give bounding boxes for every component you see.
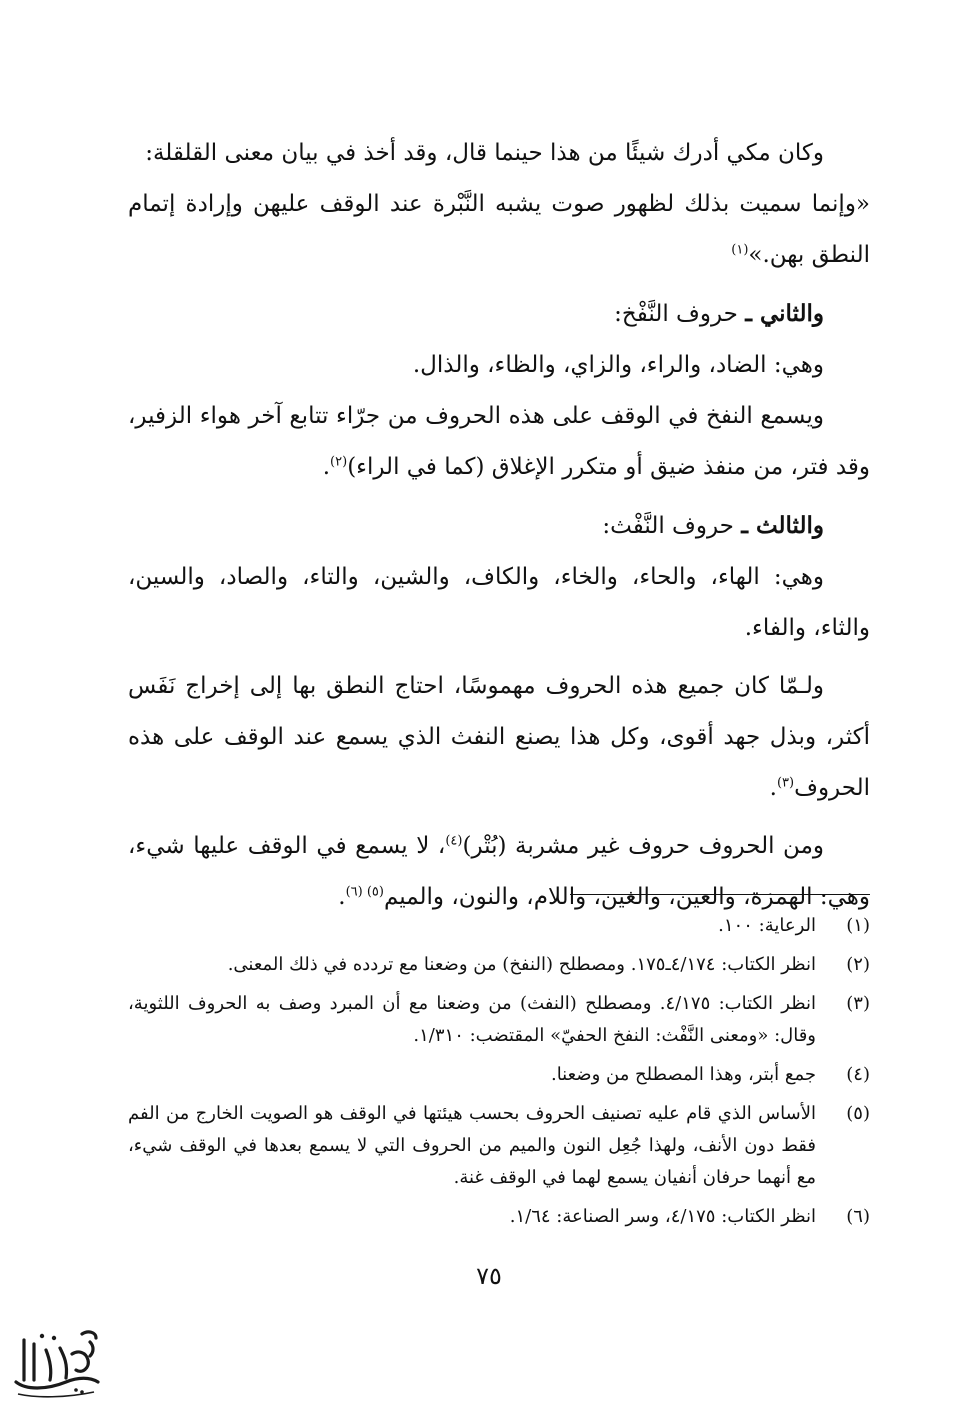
footnote-1 bbox=[128, 910, 870, 942]
footnote-4 bbox=[128, 1059, 870, 1091]
paragraph-1 bbox=[128, 128, 870, 179]
paragraph-4: وهي: الهاء، والحاء، والخاء، والكاف، والشين، والتاء، والصاد، والسين، والثاء، والفاء. bbox=[128, 564, 870, 641]
footnote-text: الأساس الذي قام عليه تصنيف الحروف بحسب هيئتها في الوقف هو الصويت الخارج من الفم فقط دون الأنف، ولهذا جُعِل النون والميم من الحروف التي لا يسمع بعدها في الوقف شيء، مع أنهما حرفان أنفيان يسمع لهما في الوقف غنة. bbox=[128, 1103, 816, 1188]
paragraph-3-text: ويسمع النفخ في الوقف على هذه الحروف من جرّاء تتابع آخر هواء الزفير، وقد فتر، من منفذ ضيق أو متكرر الإغلاق (كما في الراء) bbox=[128, 403, 870, 480]
footnote-ref-5-6[interactable]: (٥) (٦) bbox=[345, 884, 384, 900]
footnote-text: انظر الكتاب: ٤/١٧٥، وسر الصناعة: ١/٦٤. bbox=[509, 1206, 816, 1227]
footnote-6 bbox=[128, 1201, 870, 1233]
footnotes bbox=[128, 910, 870, 1240]
footnote-number: (١) bbox=[846, 915, 870, 936]
paragraph-1-line-3: النطق بهن.» bbox=[748, 242, 870, 268]
section-heading-3 bbox=[128, 500, 870, 552]
paragraph-3-end: . bbox=[322, 454, 331, 480]
footnote-number: (٥) bbox=[846, 1103, 870, 1124]
paragraph-3 bbox=[128, 391, 870, 493]
footnote-number: (٦) bbox=[846, 1206, 870, 1227]
paragraph-1-line-2: «وإنما سميت بذلك لظهور صوت يشبه النَّبْرة عند الوقف عليهن وإرادة إتمام bbox=[128, 191, 870, 217]
footnote-5 bbox=[128, 1098, 870, 1194]
footnote-ref-2[interactable]: (٢) bbox=[330, 454, 348, 470]
footnote-text: الرعاية: ١٠٠. bbox=[718, 915, 816, 936]
footnote-number: (٣) bbox=[846, 993, 870, 1014]
paragraph-5-end: . bbox=[769, 775, 777, 801]
paragraph-6-end: . bbox=[338, 884, 346, 910]
section-heading-2-number: والثاني ـ bbox=[745, 300, 824, 327]
publisher-calligraphy-logo bbox=[6, 1320, 106, 1402]
footnote-text: انظر الكتاب: ٤/١٧٥. ومصطلح (النفث) من وضعنا مع أن المبرد وصف به الحروف اللثوية، وقال: «ومعنى النَّفْث: النفخ الحفيّ» المقتضب: ١/٣١٠. bbox=[128, 993, 817, 1046]
footnote-number: (٤) bbox=[846, 1064, 870, 1085]
paragraph-6-text-a: ومن الحروف حروف غير مشربة (بُتْر) bbox=[462, 833, 824, 859]
page-number: ٧٥ bbox=[476, 1262, 502, 1290]
footnote-2 bbox=[128, 949, 870, 981]
main-text bbox=[128, 128, 870, 923]
paragraph-5 bbox=[128, 661, 870, 814]
section-heading-2 bbox=[128, 288, 870, 340]
footnote-ref-3[interactable]: (٣) bbox=[776, 775, 795, 791]
paragraph-6 bbox=[128, 821, 870, 923]
paragraph-5-text: ولـمّا كان جميع هذه الحروف مهموسًا، احتاج النطق بها إلى إخراج نَفَس أكثر، وبذل جهد أقوى، وكل هذا يصنع النفث الذي يسمع عند الوقف على هذه الحروف bbox=[128, 673, 870, 801]
section-heading-3-title: حروف النَّفْث: bbox=[602, 513, 734, 539]
section-heading-2-title: حروف النَّفْخ: bbox=[614, 301, 738, 327]
paragraph-2: وهي: الضاد، والراء، والزاي، والظاء، والذال. bbox=[412, 352, 824, 378]
footnote-number: (٢) bbox=[846, 954, 870, 975]
paragraph-1-quote bbox=[128, 179, 870, 281]
footnote-ref-4[interactable]: (٤) bbox=[445, 833, 463, 849]
footnote-ref-1[interactable]: (١) bbox=[731, 242, 749, 258]
footnote-text: انظر الكتاب: ٤/١٧٤ـ١٧٥. ومصطلح (النفخ) من وضعنا مع تردده في ذلك المعنى. bbox=[227, 954, 816, 975]
section-heading-3-number: والثالث ـ bbox=[741, 512, 824, 539]
paragraph-1-line-1: وكان مكي أدرك شيئًا من هذا حينما قال، وقد أخذ في بيان معنى القلقلة: bbox=[145, 140, 824, 166]
paragraph-6-text-b: ، لا يسمع في الوقف عليها شيء، وهي: الهمزة، والعين، والغين، واللام، والنون، والميم bbox=[128, 833, 870, 910]
footnote-text: جمع أبتر، وهذا المصطلح من وضعنا. bbox=[550, 1064, 816, 1085]
footnote-3 bbox=[128, 988, 870, 1052]
footnote-divider bbox=[570, 894, 870, 895]
